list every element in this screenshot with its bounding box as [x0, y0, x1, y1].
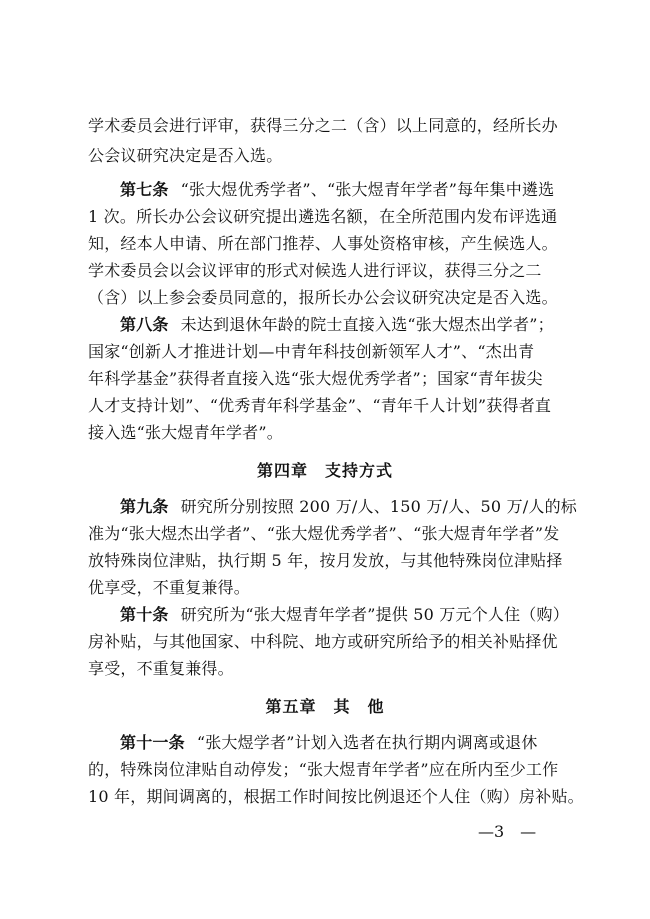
article-text: 研究所为“张大煜青年学者”提供 50 万元个人住（购） [180, 605, 569, 624]
paragraph-line: 学术委员会以会议评审的形式对候选人进行评议，获得三分之二 [88, 261, 542, 280]
paragraph-line: 10 年，期间调离的，根据工作时间按比例退还个人住（购）房补贴。 [88, 787, 584, 806]
paragraph-line: 公会议研究决定是否入选。 [88, 146, 283, 165]
article-10-first-line [120, 605, 569, 625]
article-label: 第十条 [120, 605, 169, 624]
article-text: 研究所分别按照 200 万/人、150 万/人、50 万/人的标 [180, 497, 577, 516]
paragraph-line: 人才支持计划”、“优秀青年科学基金”、“青年千人计划”获得者直 [88, 396, 552, 415]
paragraph-line: 年科学基金”获得者直接入选“张大煜优秀学者”；国家“青年拔尖 [88, 369, 543, 388]
paragraph-line: 知，经本人申请、所在部门推荐、人事处资格审核，产生候选人。 [88, 234, 558, 253]
article-label: 第十一条 [120, 733, 185, 752]
article-label: 第八条 [120, 315, 169, 334]
paragraph-line: 1 次。所长办公会议研究提出遴选名额，在全所范围内发布评选通 [88, 207, 558, 226]
paragraph-line: 准为“张大煜杰出学者”、“张大煜优秀学者”、“张大煜青年学者”发 [88, 524, 560, 543]
paragraph-line: （含）以上参会委员同意的，报所长办公会议研究决定是否入选。 [88, 288, 558, 307]
paragraph-line: 的，特殊岗位津贴自动停发；“张大煜青年学者”应在所内至少工作 [88, 760, 559, 779]
chapter-heading: 第四章 支持方式 [256, 461, 393, 480]
paragraph-line: 学术委员会进行评审，获得三分之二（含）以上同意的，经所长办 [88, 116, 558, 135]
article-8-first-line [120, 315, 554, 335]
paragraph-line: 放特殊岗位津贴，执行期 5 年，按月发放，与其他特殊岗位津贴择 [88, 551, 563, 570]
article-label: 第七条 [120, 180, 169, 199]
page-number: —3 — [478, 822, 537, 841]
paragraph-line: 优享受，不重复兼得。 [88, 578, 251, 597]
article-9-first-line [120, 497, 577, 517]
paragraph-line: 享受，不重复兼得。 [88, 659, 234, 678]
paragraph-line: 国家“创新人才推进计划—中青年科技创新领军人才”、“杰出青 [88, 342, 535, 361]
article-label: 第九条 [120, 497, 169, 516]
paragraph-line: 接入选“张大煜青年学者”。 [88, 423, 283, 442]
article-11-first-line [120, 733, 538, 753]
article-text: “张大煜优秀学者”、“张大煜青年学者”每年集中遴选 [180, 180, 555, 199]
article-text: 未达到退休年龄的院士直接入选“张大煜杰出学者”； [180, 315, 554, 334]
chapter-heading: 第五章 其 他 [265, 697, 385, 716]
paragraph-line: 房补贴，与其他国家、中科院、地方或研究所给予的相关补贴择优 [88, 632, 558, 651]
article-7-first-line [120, 180, 554, 200]
article-text: “张大煜学者”计划入选者在执行期内调离或退休 [196, 733, 538, 752]
